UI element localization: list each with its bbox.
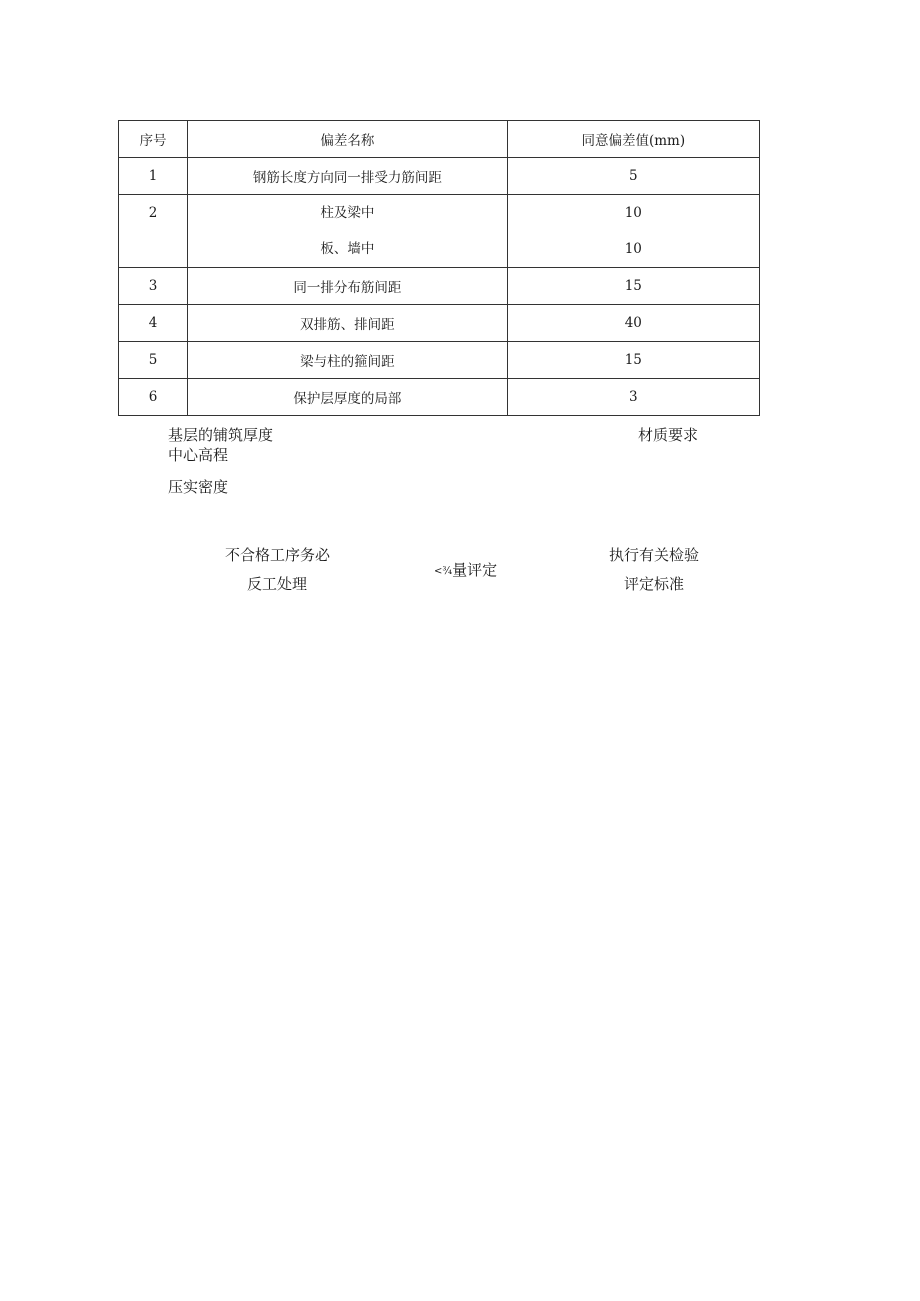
table-row [119, 305, 760, 342]
table-row [119, 342, 760, 379]
flow-unqualified-line2: 反工处理 [247, 575, 308, 593]
table-row [119, 195, 760, 268]
row-deviation-name-split [188, 195, 507, 268]
note-material-requirements: 材质要求 [638, 426, 699, 444]
row-deviation-value: 5 [507, 158, 759, 195]
row-deviation-name: 双排筋、排间距 [188, 305, 507, 342]
quality-text: 量评定 [452, 561, 498, 579]
header-deviation-name: 偏差名称 [188, 121, 507, 158]
sub-deviation-name: 柱及梁中 [320, 205, 375, 221]
table-row [119, 268, 760, 305]
row-number: 4 [119, 305, 188, 342]
row-deviation-name: 梁与柱的箍间距 [188, 342, 507, 379]
flow-quality-evaluation [434, 561, 497, 581]
table-row [119, 158, 760, 195]
note-base-thickness: 基层的铺筑厚度 [168, 426, 274, 444]
row-deviation-value: 15 [507, 342, 759, 379]
sub-deviation-value: 10 [624, 205, 642, 221]
note-compaction: 压实密度 [168, 478, 229, 496]
row-number: 3 [119, 268, 188, 305]
row-number: 1 [119, 158, 188, 195]
row-deviation-name: 同一排分布筋间距 [188, 268, 507, 305]
row-deviation-name: 钢筋长度方向同一排受力筋间距 [188, 158, 507, 195]
note-center-elevation: 中心高程 [168, 446, 229, 464]
row-deviation-value: 40 [507, 305, 759, 342]
row-number: 2 [119, 195, 188, 268]
row-deviation-value: 15 [507, 268, 759, 305]
header-serial-number: 序号 [119, 121, 188, 158]
row-deviation-value: 3 [507, 379, 759, 416]
row-number: 5 [119, 342, 188, 379]
row-deviation-name: 保护层厚度的局部 [188, 379, 507, 416]
header-allowed-deviation: 同意偏差值(mm) [507, 121, 759, 158]
flow-standard-line1: 执行有关检验 [609, 546, 700, 564]
sub-deviation-value: 10 [624, 241, 642, 257]
flow-unqualified-line1: 不合格工序务必 [225, 546, 331, 564]
quality-prefix: <¾ [434, 566, 453, 577]
row-deviation-value-split [507, 195, 759, 268]
sub-deviation-name: 板、墙中 [320, 241, 375, 257]
table-row [119, 379, 760, 416]
flow-standard-line2: 评定标准 [624, 575, 685, 593]
table-header-row [119, 121, 760, 158]
deviation-table [118, 120, 760, 416]
row-number: 6 [119, 379, 188, 416]
